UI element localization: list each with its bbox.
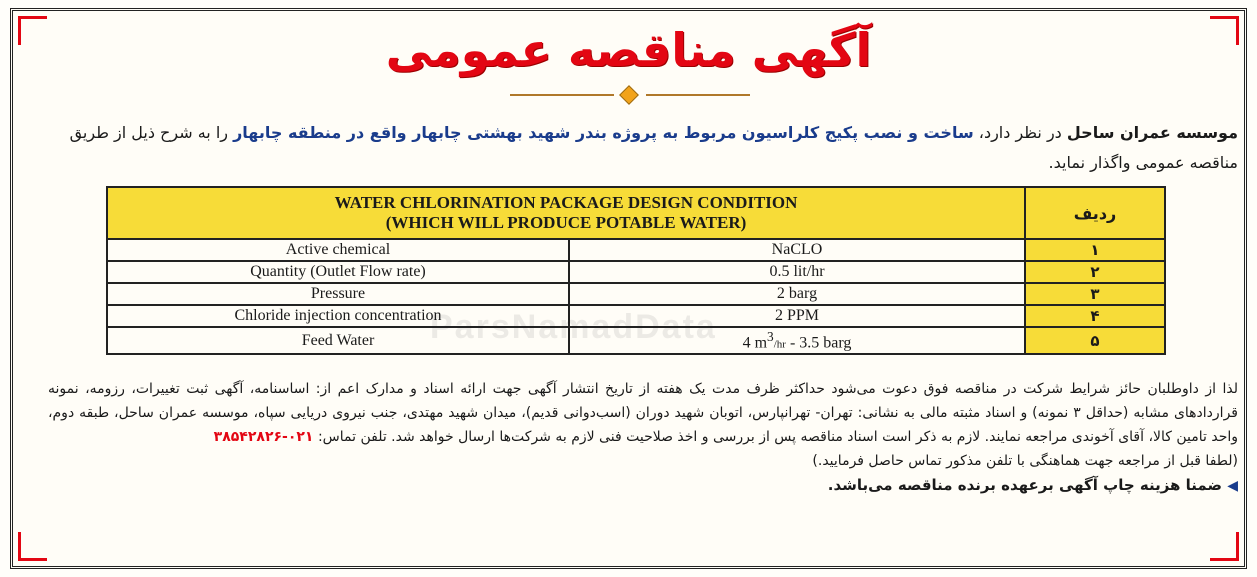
param-cell: Feed Water (107, 327, 569, 354)
final-note (48, 473, 1238, 498)
header-title-line1: WATER CHLORINATION PACKAGE DESIGN CONDITION (334, 193, 798, 212)
value-main: 4 m (742, 334, 768, 352)
project-description: ساخت و نصب پکیج کلراسیون مربوط به پروژه بندر شهید بهشتی چابهار واقع در منطقه چابهار (233, 123, 974, 142)
intro-suffix: را به شرح ذیل از طریق مناقصه عمومی واگذار نماید. (69, 123, 1238, 172)
table-row (107, 261, 1165, 283)
contact-note: (لطفا قبل از مراجعه جهت هماهنگی با تلفن مذکور تماس حاصل فرمایید.) (812, 453, 1238, 469)
page-title: آگهی مناقصه عمومی (385, 23, 872, 77)
intro-verb: در نظر دارد، (978, 123, 1062, 142)
param-cell: Chloride injection concentration (107, 305, 569, 327)
corner-ornament-bottom-right (1210, 532, 1239, 561)
phone-number: ۰۲۱-۳۸۵۴۲۸۲۶ (213, 429, 314, 445)
title-divider (510, 88, 750, 102)
row-number: ۳ (1025, 283, 1165, 305)
arrow-left-icon: ◀ (1227, 478, 1238, 494)
final-note-text: ضمنا هزینه چاپ آگهی برعهده برنده مناقصه می‌باشد. (827, 476, 1222, 494)
value-sub: /hr (773, 338, 786, 351)
table-header-title (107, 187, 1025, 239)
table-header-row (107, 187, 1165, 239)
table-row (107, 305, 1165, 327)
param-cell: Quantity (Outlet Flow rate) (107, 261, 569, 283)
value-cell (569, 327, 1025, 354)
corner-ornament-bottom-left (18, 532, 47, 561)
header-title-line2: (WHICH WILL PRODUCE POTABLE WATER) (385, 213, 747, 232)
row-number: ۱ (1025, 239, 1165, 261)
param-cell: Active chemical (107, 239, 569, 261)
body-paragraph-text: لذا از داوطلبان حائز شرایط شرکت در مناقصه فوق دعوت می‌شود حداکثر ظرف مدت یک هفته از تاریخ انتشار آگهی جهت ارائه اسناد و مدارک اعم از: اساسنامه، آگهی ثبت تغییرات، رزومه، نمونه قراردادهای مشابه (حداقل ۳ نمونه) و اسناد مثبته مالی به نشانی: تهران- تهرانپارس، اتوبان شهید دوران (اسب‌دوانی قدیم)، میدان شهید مهتدی، جنب نیروی دریایی سپاه، موسسه عمران ساحل، طبقه دوم، واحد تامین کالا، آقای آخوندی مراجعه نمایند. لازم به ذکر است اسناد مناقصه پس از بررسی و اخذ صلاحیت فنی لازم به شرکت‌ها ارسال خواهد شد. تلفن تماس: (48, 381, 1238, 445)
table-header-radif: ردیف (1025, 187, 1165, 239)
param-cell: Pressure (107, 283, 569, 305)
diamond-icon (619, 85, 639, 105)
value-cell: 0.5 lit/hr (569, 261, 1025, 283)
value-cell: 2 barg (569, 283, 1025, 305)
value-cell: 2 PPM (569, 305, 1025, 327)
row-number: ۵ (1025, 327, 1165, 354)
value-rest: - 3.5 barg (785, 334, 852, 352)
value-sup: 3 (767, 329, 774, 344)
value-cell: NaCLO (569, 239, 1025, 261)
company-name: موسسه عمران ساحل (1066, 123, 1238, 142)
table-row (107, 327, 1165, 354)
table-row (107, 239, 1165, 261)
row-number: ۴ (1025, 305, 1165, 327)
body-text (48, 377, 1238, 498)
row-number: ۲ (1025, 261, 1165, 283)
intro-paragraph (48, 118, 1238, 178)
table-row (107, 283, 1165, 305)
design-condition-table (106, 186, 1166, 355)
body-paragraph (48, 377, 1238, 449)
